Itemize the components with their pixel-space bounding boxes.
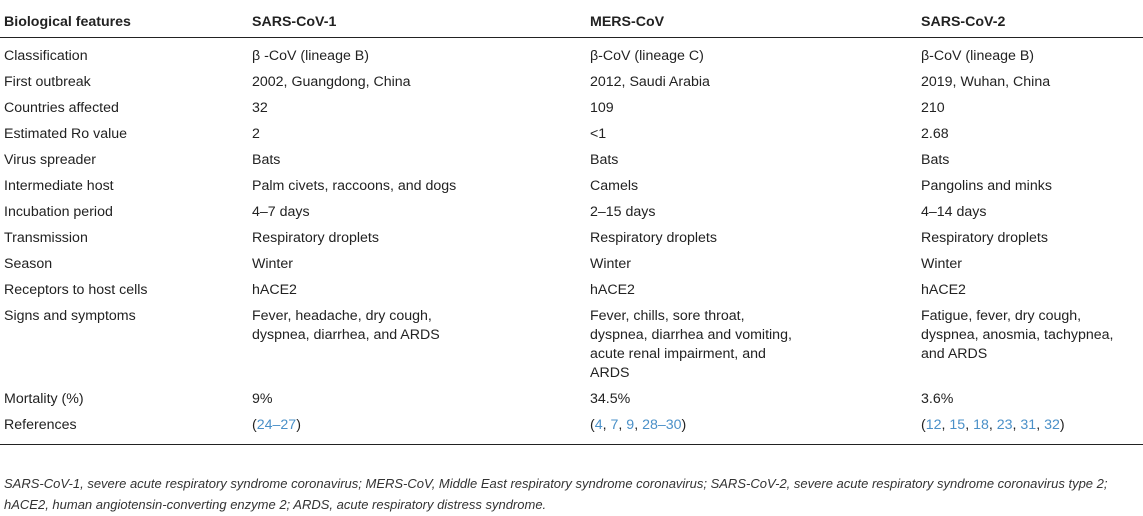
cell-feature: Transmission [4,230,88,246]
table-row [0,251,1143,277]
reference-link[interactable]: 18 [973,417,989,433]
cell-feature: Receptors to host cells [4,282,148,298]
cell-sars-cov-2: Fatigue, fever, dry cough, dyspnea, anosmia, tachypnea, and ARDS [921,308,1114,362]
table-header [0,7,1143,38]
reference-link[interactable]: 28–30 [642,417,682,433]
table-row [0,277,1143,303]
table-row [0,199,1143,225]
header-sars-cov-1: SARS-CoV-1 [248,7,586,38]
table-row [0,38,1143,70]
table-row [0,147,1143,173]
header-sars-cov-2: SARS-CoV-2 [917,7,1143,38]
cell-sars-cov-1: β -CoV (lineage B) [252,48,369,64]
cell-sars-cov-1: 9% [252,391,273,407]
reference-link[interactable]: 12 [925,417,942,433]
reference-link[interactable]: 32 [1044,417,1060,433]
cell-mers-cov: 2012, Saudi Arabia [590,74,710,90]
cell-feature: Countries affected [4,100,119,116]
cell-mers-cov: 34.5% [590,391,631,407]
cell-feature: Estimated Ro value [4,126,128,142]
reference-link[interactable]: 23 [996,417,1013,433]
cell-feature: First outbreak [4,74,91,90]
cell-references-sars2: (12, 15, 18, 23, 31, 32) [917,412,1143,445]
cell-feature: References [0,412,248,445]
cell-sars-cov-1: Winter [252,256,293,272]
cell-sars-cov-1: 2 [252,126,260,142]
cell-mers-cov: β-CoV (lineage C) [590,48,704,64]
cell-sars-cov-2: 2.68 [921,126,949,142]
cell-mers-cov: Bats [590,152,619,168]
table-row [0,386,1143,412]
cell-feature: Intermediate host [4,178,114,194]
cell-mers-cov: <1 [590,126,607,142]
reference-link[interactable]: 31 [1020,417,1037,433]
table-row [0,95,1143,121]
biological-features-table [0,7,1143,445]
cell-feature: Mortality (%) [4,391,84,407]
cell-sars-cov-1: 32 [252,100,268,116]
table-row [0,69,1143,95]
cell-sars-cov-2: Winter [921,256,962,272]
reference-link[interactable]: 9 [626,417,635,433]
reference-link[interactable]: 7 [610,417,619,433]
cell-sars-cov-2: 4–14 days [921,204,987,220]
cell-mers-cov: 2–15 days [590,204,656,220]
header-row [0,7,1143,38]
cell-sars-cov-2: hACE2 [921,282,966,298]
table-row [0,121,1143,147]
cell-sars-cov-1: Fever, headache, dry cough, dyspnea, diarrhea, and ARDS [252,308,440,343]
cell-sars-cov-2: Pangolins and minks [921,178,1052,194]
cell-mers-cov: 109 [590,100,614,116]
reference-link[interactable]: 15 [949,417,966,433]
cell-sars-cov-1: Respiratory droplets [252,230,379,246]
cell-feature: Virus spreader [4,152,97,168]
cell-sars-cov-1: 2002, Guangdong, China [252,74,411,90]
cell-mers-cov: Winter [590,256,631,272]
table-row [0,173,1143,199]
cell-mers-cov: Fever, chills, sore throat, dyspnea, diarrhea and vomiting, acute renal impairment, and ARDS [590,308,792,381]
cell-sars-cov-1: 4–7 days [252,204,310,220]
cell-sars-cov-2: 210 [921,100,945,116]
cell-mers-cov: Camels [590,178,639,194]
cell-sars-cov-2: 2019, Wuhan, China [921,74,1051,90]
cell-references-mers: (4, 7, 9, 28–30) [586,412,917,445]
table-row-references [0,412,1143,445]
cell-sars-cov-1: Bats [252,152,281,168]
table-footnote: SARS-CoV-1, severe acute respiratory syndrome coronavirus; MERS-CoV, Middle East respiratory syndrome coronavirus; SARS-CoV-2, severe acute respiratory syndrome coronavirus type 2; hACE2, human angiotensin-converting enzyme 2; ARDS, acute respiratory distress syndrome. [4,476,1108,512]
cell-feature: Classification [4,48,88,64]
cell-sars-cov-2: Respiratory droplets [921,230,1048,246]
cell-mers-cov: hACE2 [590,282,635,298]
cell-feature: Incubation period [4,204,113,220]
cell-sars-cov-2: Bats [921,152,950,168]
cell-sars-cov-2: 3.6% [921,391,954,407]
cell-sars-cov-1: hACE2 [252,282,297,298]
cell-feature: Signs and symptoms [4,308,136,324]
reference-link[interactable]: 24–27 [256,417,297,433]
table-row [0,303,1143,386]
cell-references-sars1: (24–27) [248,412,586,445]
header-biological-features: Biological features [0,7,248,38]
table-row [0,225,1143,251]
reference-link[interactable]: 4 [594,417,603,433]
header-mers-cov: MERS-CoV [586,7,917,38]
cell-sars-cov-1: Palm civets, raccoons, and dogs [252,178,457,194]
cell-feature: Season [4,256,53,272]
cell-mers-cov: Respiratory droplets [590,230,717,246]
cell-sars-cov-2: β-CoV (lineage B) [921,48,1035,64]
table-body [0,38,1143,445]
